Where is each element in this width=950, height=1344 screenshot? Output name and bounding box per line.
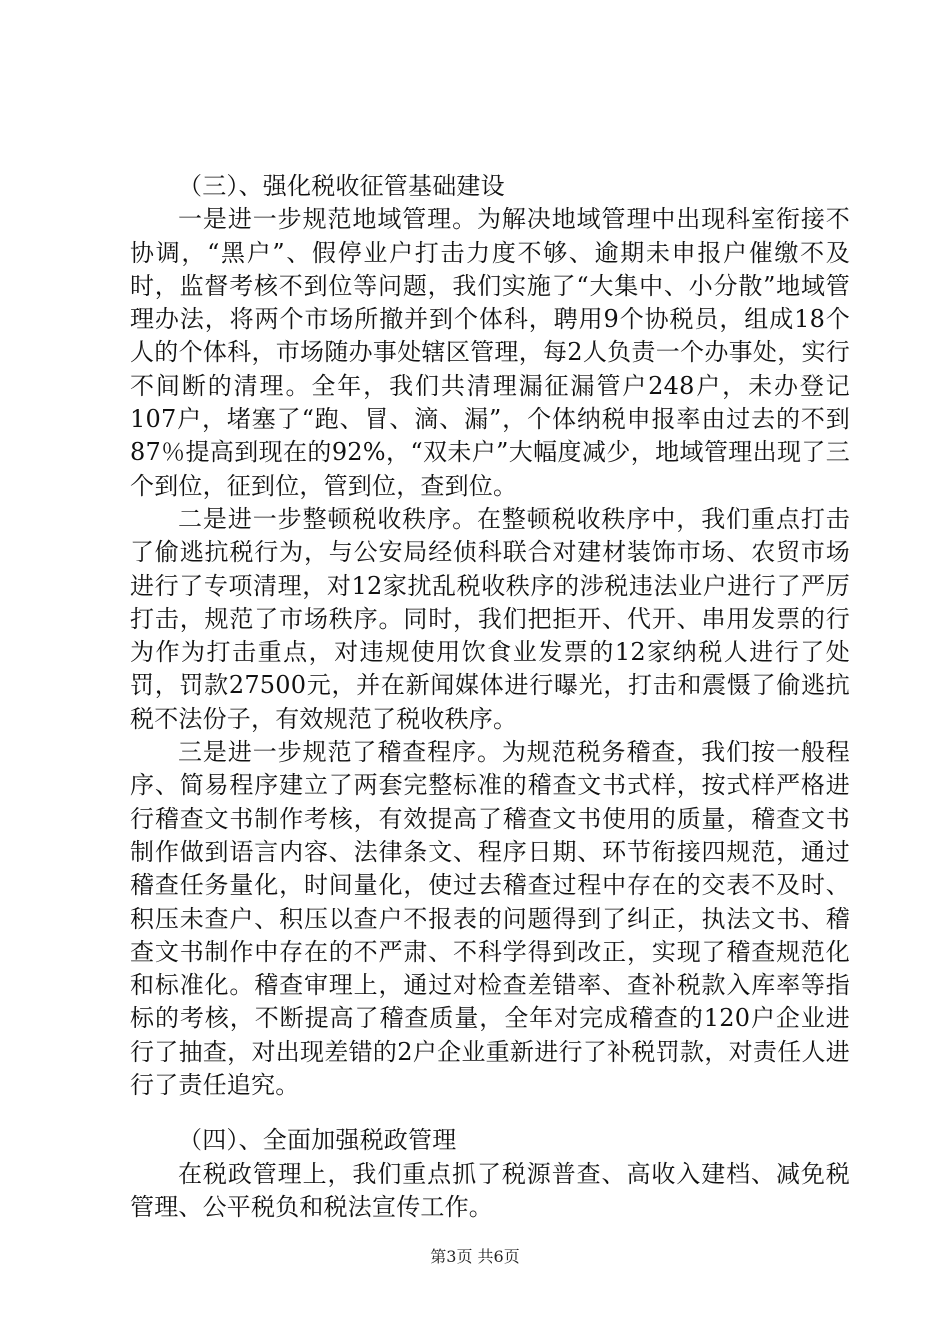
section-3-paragraph-3: 三是进一步规范了稽查程序。为规范税务稽查，我们按一般程序、简易程序建立了两套完整标准的稽查文书式样，按式样严格进行稽查文书制作考核，有效提高了稽查文书使用的质量，稽查文书制作做到语言内容、法律条文、程序日期、环节衔接四规范，通过稽查任务量化，时间量化，使过去稽查过程中存在的交表不及时、积压未查户、积压以查户不报表的问题得到了纠正，执法文书、稽查文书制作中存在的不严肃、不科学得到改正，实现了稽查规范化和标准化。稽查审理上，通过对检查差错率、查补税款入库率等指标的考核，不断提高了稽查质量，全年对完成稽查的120户企业进行了抽查，对出现差错的2户企业重新进行了补税罚款，对责任人进行了责任追究。 bbox=[130, 738, 850, 1100]
section-4-paragraph-1: 在税政管理上，我们重点抓了税源普查、高收入建档、减免税管理、公平税负和税法宣传工作。 bbox=[130, 1159, 850, 1221]
section-4-heading: （四）、全面加强税政管理 bbox=[178, 1126, 457, 1155]
section-spacer bbox=[130, 1102, 850, 1124]
document-body bbox=[130, 170, 850, 1224]
section-3-paragraph-1: 一是进一步规范地域管理。为解决地域管理中出现科室衔接不协调，“黑户”、假停业户打击力度不够、逾期未申报户催缴不及时，监督考核不到位等问题，我们实施了“大集中、小分散”地域管理办法，将两个市场所撤并到个体科，聘用9个协税员，组成18个人的个体科，市场随办事处辖区管理，每2人负责一个办事处，实行不间断的清理。全年，我们共清理漏征漏管户248户，未办登记107户，堵塞了“跑、冒、滴、漏”，个体纳税申报率由过去的不到87％提高到现在的92%，“双未户”大幅度减少，地域管理出现了三个到位，征到位，管到位，查到位。 bbox=[130, 205, 850, 500]
page-number-footer: 第3页 共6页 bbox=[430, 1247, 520, 1266]
section-3-paragraph-2: 二是进一步整顿税收秩序。在整顿税收秩序中，我们重点打击了偷逃抗税行为，与公安局经侦科联合对建材装饰市场、农贸市场进行了专项清理，对12家扰乱税收秩序的涉税违法业户进行了严厉打击，规范了市场秩序。同时，我们把拒开、代开、串用发票的行为作为打击重点，对违规使用饮食业发票的12家纳税人进行了处罚，罚款27500元，并在新闻媒体进行曝光，打击和震慑了偷逃抗税不法份子，有效规范了税收秩序。 bbox=[130, 504, 850, 733]
section-3-heading: （三）、强化税收征管基础建设 bbox=[178, 172, 505, 200]
